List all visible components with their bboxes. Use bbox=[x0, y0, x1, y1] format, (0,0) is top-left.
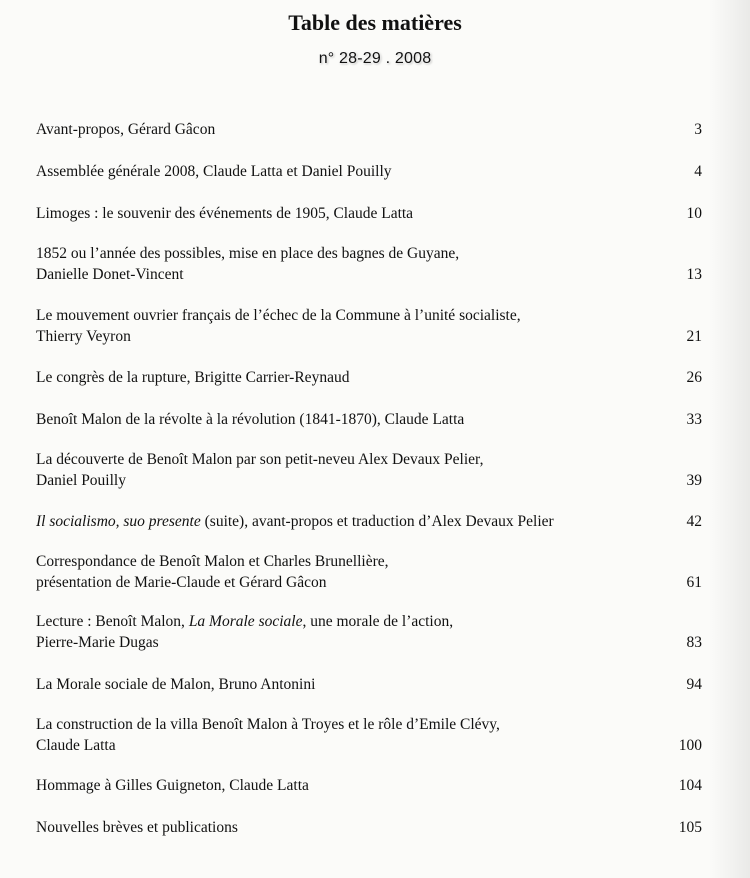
toc-entry-title: Avant-propos, Gérard Gâcon bbox=[36, 121, 216, 138]
toc-entry-decouverte-malon[interactable] bbox=[36, 449, 702, 491]
toc-entry-title-rest: , une morale de l’action, bbox=[302, 613, 454, 630]
toc-entry-title: Limoges : le souvenir des événements de 1905, Claude Latta bbox=[36, 205, 414, 222]
toc-entry-page: 105 bbox=[678, 819, 702, 836]
toc-entry-title: 1852 ou l’année des possibles, mise en place des bagnes de Guyane, bbox=[36, 245, 460, 262]
toc-entry-limoges[interactable] bbox=[36, 203, 702, 224]
toc-entry-page: 4 bbox=[694, 163, 702, 180]
toc-entry-page: 10 bbox=[686, 205, 702, 222]
toc-entry-page: 42 bbox=[686, 513, 702, 530]
toc-entry-title: Correspondance de Benoît Malon et Charles Brunellière, bbox=[36, 553, 389, 570]
toc-entry-italic-title: Il socialismo, suo presente bbox=[36, 513, 201, 530]
toc-entry-title: Assemblée générale 2008, Claude Latta et Daniel Pouilly bbox=[36, 163, 392, 180]
toc-entry-author: Pierre-Marie Dugas bbox=[36, 634, 159, 651]
toc-entry-malon-revolte[interactable] bbox=[36, 409, 702, 430]
toc-entry-title-rest: (suite), avant-propos et traduction d’Alex Devaux Pelier bbox=[200, 513, 554, 530]
toc-entry-title-prefix: Lecture : Benoît Malon, bbox=[36, 613, 189, 630]
issue-line bbox=[0, 50, 750, 68]
toc-entry-nouvelles-breves[interactable] bbox=[36, 817, 702, 838]
toc-entry-title: La découverte de Benoît Malon par son petit-neveu Alex Devaux Pelier, bbox=[36, 451, 484, 468]
toc-entry-assemblee-generale[interactable] bbox=[36, 161, 702, 182]
toc-entry-title: Benoît Malon de la révolte à la révolution (1841-1870), Claude Latta bbox=[36, 411, 465, 428]
toc-entry-page: 21 bbox=[686, 328, 702, 345]
issue-number: n° 28-29 . 2008 bbox=[318, 50, 432, 67]
toc-entry-villa-malon[interactable] bbox=[36, 714, 702, 756]
toc-entry-title: La Morale sociale de Malon, Bruno Antonini bbox=[36, 676, 316, 693]
toc-entry-title: La construction de la villa Benoît Malon à Troyes et le rôle d’Emile Clévy, bbox=[36, 716, 500, 733]
toc-entry-title: Hommage à Gilles Guigneton, Claude Latta bbox=[36, 777, 309, 794]
toc-entry-title: Le mouvement ouvrier français de l’échec de la Commune à l’unité socialiste, bbox=[36, 307, 521, 324]
toc-entry-page: 83 bbox=[686, 634, 702, 651]
toc-entry-page: 104 bbox=[678, 777, 702, 794]
toc-entry-page: 26 bbox=[686, 369, 702, 386]
toc-entry-author: présentation de Marie-Claude et Gérard Gâcon bbox=[36, 574, 327, 591]
toc-entry-page: 39 bbox=[686, 472, 702, 489]
toc-entry-avant-propos[interactable] bbox=[36, 119, 702, 140]
toc-entry-congres-rupture[interactable] bbox=[36, 367, 702, 388]
page-title: Table des matières bbox=[288, 10, 462, 35]
toc-entry-author: Thierry Veyron bbox=[36, 328, 131, 345]
toc-entry-1852-bagnes[interactable] bbox=[36, 243, 702, 285]
toc-entry-mouvement-ouvrier[interactable] bbox=[36, 305, 702, 347]
toc-entry-author: Daniel Pouilly bbox=[36, 472, 126, 489]
toc-entry-page: 94 bbox=[686, 676, 702, 693]
toc-entry-title bbox=[36, 611, 656, 632]
toc-entry-title: Le congrès de la rupture, Brigitte Carrier-Reynaud bbox=[36, 369, 350, 386]
toc-entry-author: Danielle Donet-Vincent bbox=[36, 266, 184, 283]
toc-entry-italic-title: La Morale sociale bbox=[188, 613, 303, 630]
toc-entry-il-socialismo[interactable] bbox=[36, 511, 702, 532]
toc-entry-page: 33 bbox=[686, 411, 702, 428]
toc-entry-page: 100 bbox=[678, 737, 702, 754]
toc-entry-lecture-morale[interactable] bbox=[36, 611, 702, 653]
toc-entry-hommage-guigneton[interactable] bbox=[36, 775, 702, 796]
page-edge-shadow bbox=[708, 0, 750, 878]
toc-entry-correspondance[interactable] bbox=[36, 551, 702, 593]
toc-entry-morale-sociale[interactable] bbox=[36, 674, 702, 695]
toc-entry-title bbox=[36, 511, 656, 532]
toc-entry-title: Nouvelles brèves et publications bbox=[36, 819, 238, 836]
toc-entry-page: 13 bbox=[686, 266, 702, 283]
toc-entry-page: 3 bbox=[694, 121, 702, 138]
toc-entry-author: Claude Latta bbox=[36, 737, 116, 754]
toc-entry-page: 61 bbox=[686, 574, 702, 591]
